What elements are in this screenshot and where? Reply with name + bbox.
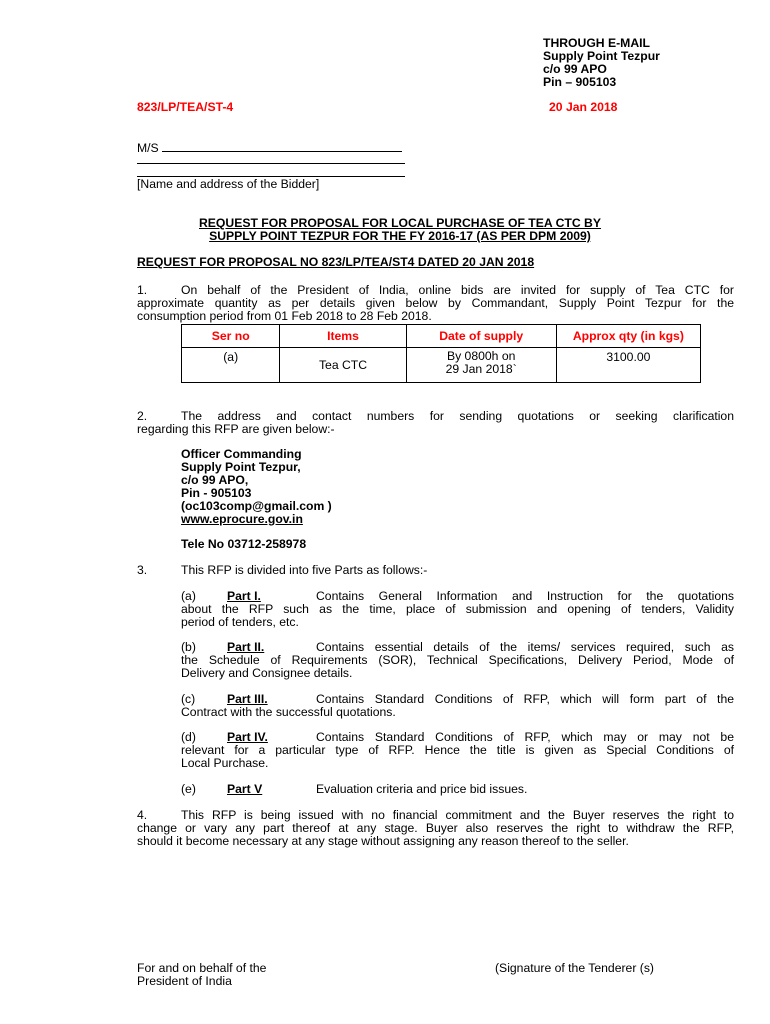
cell-date-line-2: 29 Jan 2018` <box>445 362 517 376</box>
address-line-3: Pin – 905103 <box>543 75 617 89</box>
part-b-line-1: Contains essential details of the items/ services required, such as <box>316 640 734 654</box>
para2-line-2: regarding this RFP are given below:- <box>137 422 335 436</box>
footer-signatory-line-2: President of India <box>137 974 232 988</box>
bidder-ms-line <box>137 141 402 155</box>
bidder-name-blank[interactable] <box>162 141 402 152</box>
cell-item: Tea CTC <box>280 348 406 383</box>
cell-date-of-supply <box>406 348 556 383</box>
cell-ser-no: (a) <box>182 348 280 383</box>
part-b-title: Part II. <box>227 640 265 654</box>
table-row <box>182 348 701 383</box>
part-d-title: Part IV. <box>227 730 268 744</box>
para4-line-3: should it become necessary at any stage without assigning any reason thereof to the seller. <box>137 834 629 848</box>
bidder-caption: [Name and address of the Bidder] <box>137 177 320 191</box>
para3-number: 3. <box>137 563 148 577</box>
part-c-title: Part III. <box>227 692 268 706</box>
contact-website-link[interactable]: www.eprocure.gov.in <box>181 512 303 526</box>
part-e-line-1: Evaluation criteria and price bid issues. <box>316 782 528 796</box>
col-header-ser-no: Ser no <box>182 325 280 348</box>
part-d-line-3: Local Purchase. <box>181 756 269 770</box>
cell-date-line-1: By 0800h on <box>446 349 516 363</box>
para4-number: 4. <box>137 808 148 822</box>
address-line-2: c/o 99 APO <box>543 62 607 76</box>
footer-tenderer-signature: (Signature of the Tenderer (s) <box>495 961 654 975</box>
contact-telephone: Tele No 03712-258978 <box>181 537 307 551</box>
para1-line-2: approximate quantity as per details given below by Commandant, Supply Point Tezpur for the <box>137 296 734 310</box>
col-header-approx-qty: Approx qty (in kgs) <box>556 325 700 348</box>
part-b-line-2: the Schedule of Requirements (SOR), Technical Specifications, Delivery Period, Mode of <box>181 653 734 667</box>
rfp-title-line-1: REQUEST FOR PROPOSAL FOR LOCAL PURCHASE OF TEA CTC BY <box>199 216 601 230</box>
ms-label: M/S <box>137 141 159 155</box>
para4-line-2: change or vary any part thereof at any stage. Buyer also reserves the right to withdraw the RFP, <box>137 821 734 835</box>
col-header-date-of-supply: Date of supply <box>406 325 556 348</box>
part-c-line-1: Contains Standard Conditions of RFP, which will form part of the <box>316 692 734 706</box>
rfp-number: REQUEST FOR PROPOSAL NO 823/LP/TEA/ST4 DATED 20 JAN 2018 <box>137 255 535 269</box>
part-a-label: (a) <box>181 589 196 603</box>
supply-table <box>181 324 701 383</box>
part-a-line-1: Contains General Information and Instruction for the quotations <box>316 589 734 603</box>
col-header-items: Items <box>280 325 406 348</box>
part-e-label: (e) <box>181 782 196 796</box>
contact-apo: c/o 99 APO, <box>181 473 249 487</box>
contact-email[interactable]: (oc103comp@gmail.com ) <box>181 499 332 513</box>
contact-unit: Supply Point Tezpur, <box>181 460 301 474</box>
part-d-line-1: Contains Standard Conditions of RFP, which may or may not be <box>316 730 734 744</box>
footer-signatory-line-1: For and on behalf of the <box>137 961 267 975</box>
letter-date: 20 Jan 2018 <box>549 100 618 114</box>
para2-number: 2. <box>137 409 148 423</box>
para4-first-line: This RFP is being issued with no financial commitment and the Buyer reserves the right to <box>181 808 734 822</box>
through-email-label: THROUGH E-MAIL <box>543 36 650 50</box>
bidder-address-blank-1[interactable] <box>137 163 405 164</box>
address-line-1: Supply Point Tezpur <box>543 49 660 63</box>
para3-text: This RFP is divided into five Parts as follows:- <box>181 563 428 577</box>
part-a-line-2: about the RFP such as the time, place of submission and opening of tenders, Validity <box>181 602 734 616</box>
para1-number: 1. <box>137 283 148 297</box>
part-b-label: (b) <box>181 640 196 654</box>
part-d-line-2: relevant for a particular type of RFP. Hence the title is given as Special Conditions of <box>181 743 734 757</box>
para1-line-3: consumption period from 01 Feb 2018 to 28 Feb 2018. <box>137 309 432 323</box>
part-a-line-3: period of tenders, etc. <box>181 615 299 629</box>
para2-first-line: The address and contact numbers for sending quotations or seeking clarification <box>181 409 734 423</box>
reference-number: 823/LP/TEA/ST-4 <box>137 100 234 114</box>
cell-approx-qty: 3100.00 <box>556 348 700 383</box>
part-a-title: Part I. <box>227 589 261 603</box>
contact-officer: Officer Commanding <box>181 447 302 461</box>
part-d-label: (d) <box>181 730 196 744</box>
part-c-label: (c) <box>181 692 196 706</box>
part-b-line-3: Delivery and Consignee details. <box>181 666 353 680</box>
part-e-title: Part V <box>227 782 263 796</box>
rfp-title-line-2: SUPPLY POINT TEZPUR FOR THE FY 2016-17 (AS PER DPM 2009) <box>209 229 591 243</box>
para1-first-line: On behalf of the President of India, online bids are invited for supply of Tea CTC for <box>181 283 734 297</box>
part-c-line-2: Contract with the successful quotations. <box>181 705 396 719</box>
table-header-row <box>182 325 701 348</box>
contact-pin: Pin - 905103 <box>181 486 252 500</box>
